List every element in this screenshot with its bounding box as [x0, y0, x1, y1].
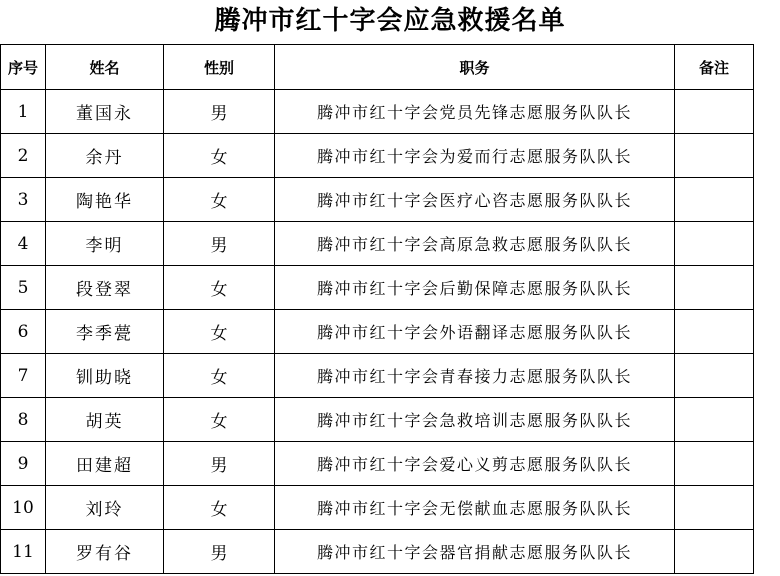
- table-row: [1, 398, 754, 442]
- cell-gender: 女: [164, 398, 275, 442]
- table-row: [1, 178, 754, 222]
- cell-gender: 男: [164, 442, 275, 486]
- header-duty: 职务: [275, 45, 675, 90]
- cell-duty: 腾冲市红十字会无偿献血志愿服务队队长: [275, 486, 675, 530]
- cell-name: 陶艳华: [46, 178, 164, 222]
- cell-duty: 腾冲市红十字会高原急救志愿服务队队长: [275, 222, 675, 266]
- cell-name: 李季甍: [46, 310, 164, 354]
- table-row: [1, 486, 754, 530]
- cell-name: 胡英: [46, 398, 164, 442]
- cell-name: 余丹: [46, 134, 164, 178]
- table-row: [1, 354, 754, 398]
- cell-gender: 女: [164, 486, 275, 530]
- cell-seq: 3: [1, 178, 46, 222]
- cell-gender: 男: [164, 530, 275, 574]
- cell-gender: 女: [164, 310, 275, 354]
- page-title: 腾冲市红十字会应急救援名单: [214, 6, 566, 36]
- cell-remark: [675, 134, 754, 178]
- cell-gender: 男: [164, 90, 275, 134]
- cell-gender: 女: [164, 178, 275, 222]
- cell-seq: 9: [1, 442, 46, 486]
- table-row: [1, 134, 754, 178]
- cell-remark: [675, 398, 754, 442]
- table-row: [1, 222, 754, 266]
- cell-gender: 女: [164, 134, 275, 178]
- table-row: [1, 266, 754, 310]
- table-row: [1, 310, 754, 354]
- header-gender: 性别: [164, 45, 275, 90]
- table-row: [1, 442, 754, 486]
- cell-seq: 6: [1, 310, 46, 354]
- table-row: [1, 90, 754, 134]
- cell-gender: 男: [164, 222, 275, 266]
- cell-seq: 5: [1, 266, 46, 310]
- cell-seq: 8: [1, 398, 46, 442]
- cell-gender: 女: [164, 266, 275, 310]
- cell-seq: 4: [1, 222, 46, 266]
- cell-name: 罗有谷: [46, 530, 164, 574]
- cell-remark: [675, 486, 754, 530]
- header-name: 姓名: [46, 45, 164, 90]
- header-remark: 备注: [675, 45, 754, 90]
- cell-remark: [675, 310, 754, 354]
- cell-gender: 女: [164, 354, 275, 398]
- header-seq: 序号: [1, 45, 46, 90]
- emergency-rescue-roster-table: [0, 44, 754, 574]
- cell-seq: 11: [1, 530, 46, 574]
- cell-duty: 腾冲市红十字会爱心义剪志愿服务队队长: [275, 442, 675, 486]
- cell-name: 董国永: [46, 90, 164, 134]
- cell-remark: [675, 442, 754, 486]
- cell-seq: 1: [1, 90, 46, 134]
- cell-duty: 腾冲市红十字会外语翻译志愿服务队队长: [275, 310, 675, 354]
- cell-name: 田建超: [46, 442, 164, 486]
- cell-duty: 腾冲市红十字会医疗心咨志愿服务队队长: [275, 178, 675, 222]
- cell-remark: [675, 222, 754, 266]
- cell-seq: 2: [1, 134, 46, 178]
- cell-remark: [675, 266, 754, 310]
- cell-duty: 腾冲市红十字会后勤保障志愿服务队队长: [275, 266, 675, 310]
- table-row: [1, 530, 754, 574]
- cell-seq: 7: [1, 354, 46, 398]
- cell-name: 段登翠: [46, 266, 164, 310]
- table-header-row: [1, 45, 754, 90]
- cell-remark: [675, 530, 754, 574]
- cell-duty: 腾冲市红十字会器官捐献志愿服务队队长: [275, 530, 675, 574]
- cell-remark: [675, 178, 754, 222]
- cell-duty: 腾冲市红十字会急救培训志愿服务队队长: [275, 398, 675, 442]
- cell-name: 钏助晓: [46, 354, 164, 398]
- cell-seq: 10: [1, 486, 46, 530]
- cell-name: 李明: [46, 222, 164, 266]
- cell-remark: [675, 354, 754, 398]
- cell-duty: 腾冲市红十字会党员先锋志愿服务队队长: [275, 90, 675, 134]
- cell-duty: 腾冲市红十字会青春接力志愿服务队队长: [275, 354, 675, 398]
- cell-duty: 腾冲市红十字会为爱而行志愿服务队队长: [275, 134, 675, 178]
- cell-remark: [675, 90, 754, 134]
- cell-name: 刘玲: [46, 486, 164, 530]
